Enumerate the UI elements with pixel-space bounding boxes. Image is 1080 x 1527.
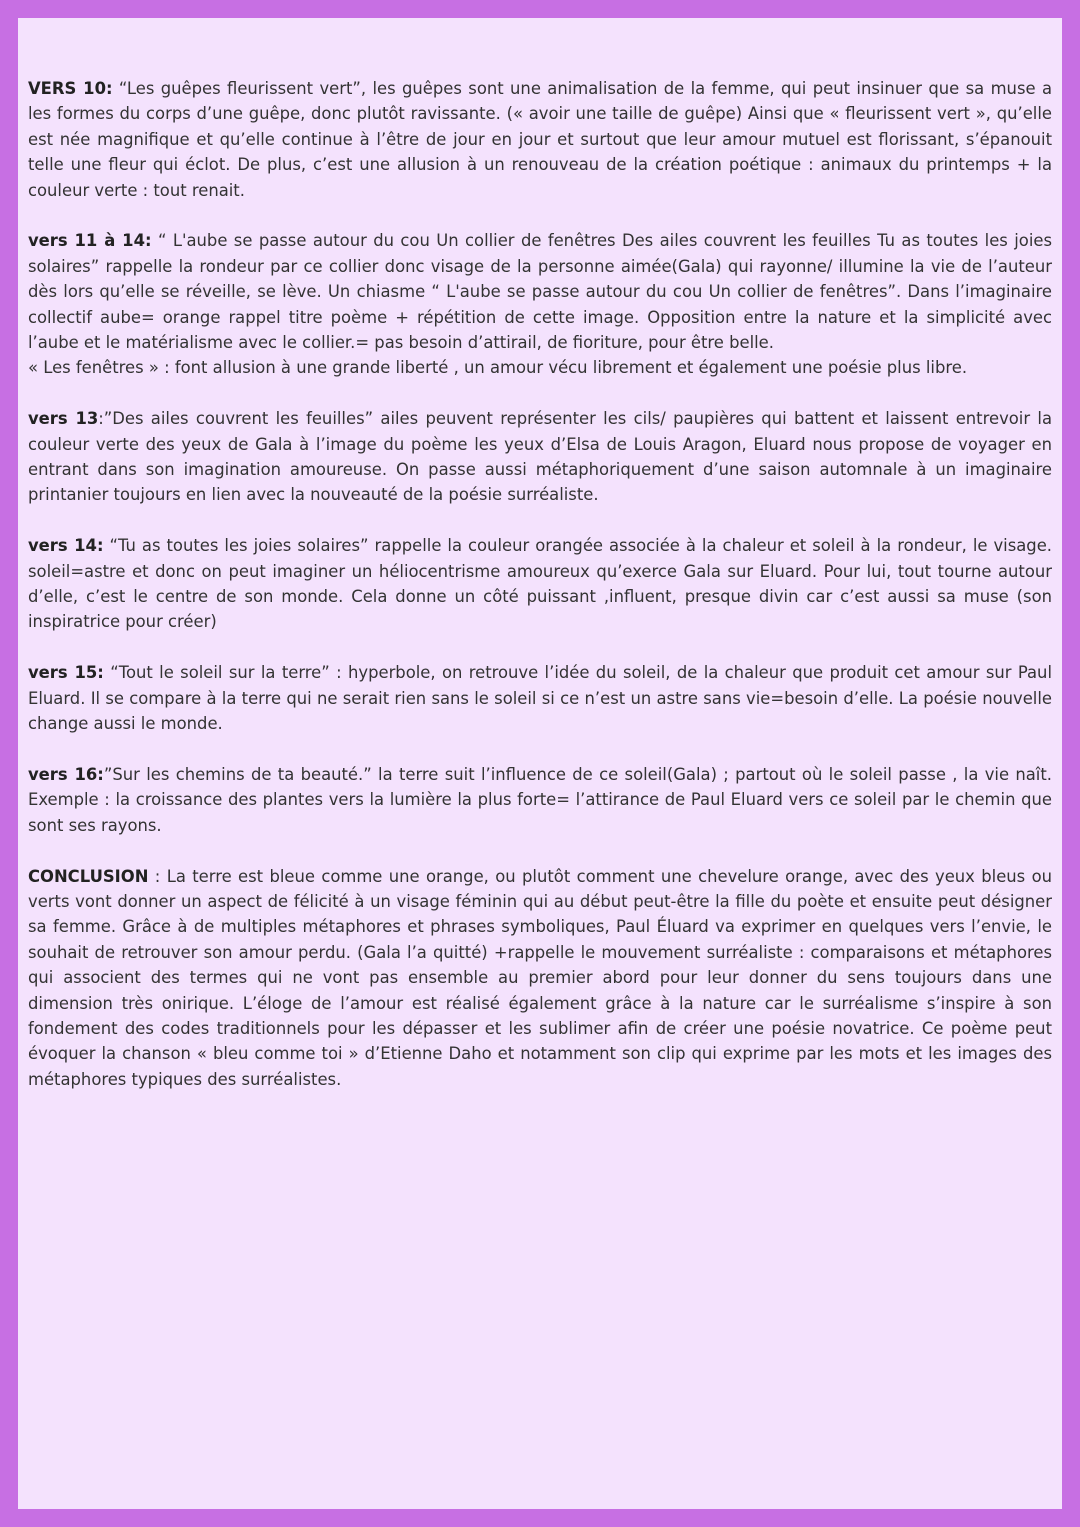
paragraph-vers-13	[28, 406, 1052, 508]
paragraph-vers-11-14	[28, 228, 1052, 380]
paragraph-heading: CONCLUSION	[28, 866, 149, 886]
paragraph-heading: vers 11 à 14:	[28, 231, 152, 251]
paragraph-text: :”Des ailes couvrent les feuilles” ailes peuvent représenter les cils/ paupières qui battent et laissent entrevoir la couleur verte des yeux de Gala à l’image du poème les yeux d’Elsa de Louis Aragon, Eluard nous propose de voyager en entrant dans son imagination amoureuse. On passe aussi métaphoriquement d’une saison automnale à un imaginaire printanier toujours en lien avec la nouveauté de la poésie surréaliste.	[28, 409, 1052, 505]
paragraph-vers-10	[28, 76, 1052, 203]
paragraph-text-extra: « Les fenêtres » : font allusion à une grande liberté , un amour vécu librement et également une poésie plus libre.	[28, 358, 968, 378]
paragraph-heading: VERS 10:	[28, 79, 113, 98]
paragraph-text: “Tu as toutes les joies solaires” rappelle la couleur orangée associée à la chaleur et soleil à la rondeur, le visage. soleil=astre et donc on peut imaginer un héliocentrisme amoureux qu’exerce Gala sur Eluard. Pour lui, tout tourne autour d’elle, c’est le centre de son monde. Cela donne un côté puissant ,influent, presque divin car c’est aussi sa muse (son inspiratrice pour créer)	[28, 536, 1052, 632]
paragraph-vers-16	[28, 762, 1052, 838]
paragraph-vers-14	[28, 533, 1052, 635]
paragraph-text: : La terre est bleue comme une orange, ou plutôt comment une chevelure orange, avec des yeux bleus ou verts vont donner un aspect de félicité à un visage féminin qui au début peut-être la fille du poète et ensuite peut désigner sa femme. Grâce à de multiples métaphores et phrases symboliques, Paul Éluard va exprimer en quelques vers l’envie, le souhait de retrouver son amour perdu. (Gala l’a quitté) +rappelle le mouvement surréaliste : comparaisons et métaphores qui associent des termes qui ne vont pas ensemble au premier abord pour leur donner du sens toujours dans une dimension très onirique. L’éloge de l’amour est réalisé également grâce à la nature car le surréalisme s’inspire à son fondement des codes traditionnels pour les dépasser et les sublimer afin de créer une poésie novatrice. Ce poème peut évoquer la chanson « bleu comme toi » d’Etienne Daho et notamment son clip qui exprime par les mots et les images des métaphores typiques des surréalistes.	[28, 866, 1052, 1089]
paragraph-heading: vers 13	[28, 409, 99, 429]
paragraph-text: “ L'aube se passe autour du cou Un collier de fenêtres Des ailes couvrent les feuilles Tu as toutes les joies solaires” rappelle la rondeur par ce collier donc visage de la personne aimée(Gala) qui rayonne/ illumine la vie de l’auteur dès lors qu’elle se réveille, se lève. Un chiasme “ L'aube se passe autour du cou Un collier de fenêtres”. Dans l’imaginaire collectif aube= orange rappel titre poème + répétition de cette image. Opposition entre la nature et la simplicité avec l’aube et le matérialisme avec le collier.= pas besoin d’attirail, de fioriture, pour être belle.	[28, 231, 1052, 353]
paragraph-conclusion	[28, 864, 1052, 1093]
document-page	[18, 18, 1062, 1509]
paragraph-vers-15	[28, 660, 1052, 736]
paragraph-heading: vers 16:	[28, 764, 104, 784]
paragraph-heading: vers 14:	[28, 536, 104, 556]
paragraph-heading: vers 15:	[28, 663, 104, 683]
paragraph-text: “Les guêpes fleurissent vert”, les guêpes sont une animalisation de la femme, qui peut insinuer que sa muse a les formes du corps d’une guêpe, donc plutôt ravissante. (« avoir une taille de guêpe) Ainsi que « fleurissent vert », qu’elle est née magnifique et qu’elle continue à l’être de jour en jour et surtout que leur amour mutuel est florissant, s’épanouit telle une fleur qui éclot. De plus, c’est une allusion à un renouveau de la création poétique : animaux du printemps + la couleur verte : tout renait.	[28, 79, 1052, 200]
paragraph-text: “Tout le soleil sur la terre” : hyperbole, on retrouve l’idée du soleil, de la chaleur que produit cet amour sur Paul Eluard. Il se compare à la terre qui ne serait rien sans le soleil si ce n’est un astre sans vie=besoin d’elle. La poésie nouvelle change aussi le monde.	[28, 663, 1053, 734]
paragraph-text: ”Sur les chemins de ta beauté.” la terre suit l’influence de ce soleil(Gala) ; partout où le soleil passe , la vie naît. Exemple : la croissance des plantes vers la lumière la plus forte= l’attirance de Paul Eluard vers ce soleil par le chemin que sont ses rayons.	[28, 764, 1052, 835]
